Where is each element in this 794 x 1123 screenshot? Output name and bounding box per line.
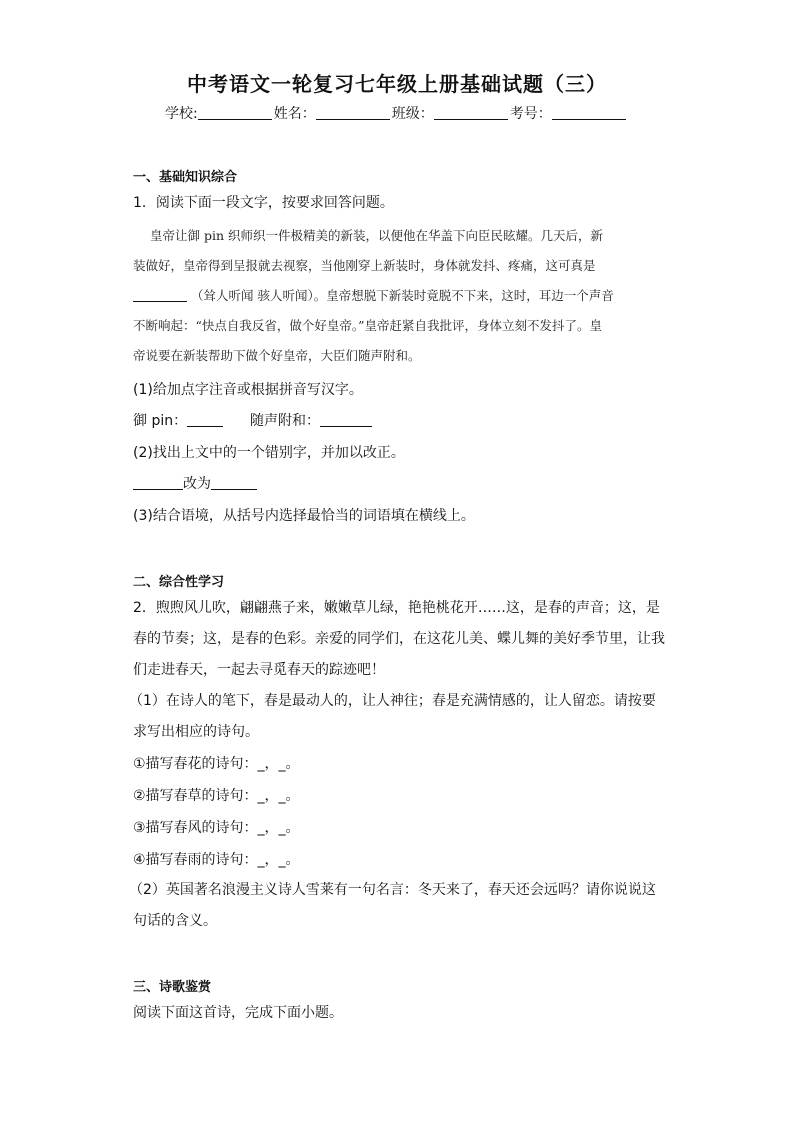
question-2-sub-1-line-2: 求写出相应的诗句。 (133, 724, 259, 740)
sub-1-a-label: 御 pin： (133, 413, 188, 429)
question-2-line-3: 们走进春天，一起去寻觅春天的踪迹吧！ (133, 662, 385, 678)
section-heading-1: 一、基础知识综合 (133, 170, 238, 185)
page-title: 中考语文一轮复习七年级上册基础试题（三） (187, 72, 607, 96)
question-2-line-2: 春的节奏；这，是春的色彩。亲爱的同学们，在这花儿美、蝶儿舞的美好季节里，让我 (133, 631, 665, 647)
passage-line-3-text: （耸人听闻 骇人听闻）。皇帝想脱下新装时竟脱不下来，这时，耳边一个声音 (190, 288, 614, 303)
passage-line-5: 帝说要在新装帮助下做个好皇帝，大臣们随声附和。 (133, 348, 421, 363)
sub-1-b-blank[interactable] (320, 414, 372, 427)
exam-no-label: 考号： (509, 106, 552, 122)
sub-1-b-label: 随声附和： (250, 413, 321, 429)
passage-fill-blank[interactable] (133, 289, 187, 302)
poem-item-flowers: ①描写春花的诗句：_，_。 (133, 756, 300, 772)
passage-line-1: 皇帝让御 pin 织师织一件极精美的新装，以便他在华盖下向臣民眩耀。几天后，新 (150, 228, 603, 243)
poem-item-grass: ②描写春草的诗句：_，_。 (133, 788, 300, 804)
question-1-sub-1: (1)给加点字注音或根据拼音写汉字。 (133, 382, 363, 398)
question-2-sub-2-line-2: 句话的含义。 (133, 913, 217, 929)
correct-char-blank[interactable] (211, 477, 257, 490)
correction-label: 改为 (183, 476, 211, 492)
passage-line-3 (133, 286, 661, 304)
question-1-sub-1-answers (133, 410, 372, 430)
question-2-sub-2-line-1: （2）英国著名浪漫主义诗人雪莱有一句名言：冬天来了，春天还会远吗？请你说说这 (129, 882, 656, 898)
question-2-sub-1-line-1: （1）在诗人的笔下，春是最动人的，让人神往；春是充满情感的，让人留恋。请按要 (129, 693, 656, 709)
passage-line-4: 不断响起：“快点自我反省，做个好皇帝。”皇帝赶紧自我批评，身体立刻不发抖了。皇 (133, 318, 603, 333)
name-label: 姓名： (273, 106, 316, 122)
section-heading-3: 三、诗歌鉴赏 (133, 980, 212, 995)
question-1-sub-2-answer (133, 473, 257, 493)
poem-item-wind: ③描写春风的诗句：_，_。 (133, 820, 300, 836)
question-1-sub-2: (2)找出上文中的一个错别字，并加以改正。 (133, 445, 405, 461)
question-1-sub-3: (3)结合语境，从括号内选择最恰当的词语填在横线上。 (133, 508, 475, 524)
class-blank[interactable] (434, 105, 508, 120)
name-blank[interactable] (316, 105, 390, 120)
school-blank[interactable] (198, 105, 272, 120)
exam-no-blank[interactable] (552, 105, 626, 120)
student-info-row (165, 103, 628, 123)
school-label: 学校: (165, 106, 198, 122)
question-1-prompt: 1．阅读下面一段文字，按要求回答问题。 (133, 195, 394, 211)
question-3-intro: 阅读下面这首诗，完成下面小题。 (133, 1005, 343, 1021)
section-heading-2: 二、综合性学习 (133, 575, 225, 590)
sub-1-a-blank[interactable] (187, 414, 223, 427)
poem-item-rain: ④描写春雨的诗句：_，_。 (133, 852, 300, 868)
class-label: 班级： (391, 106, 434, 122)
question-2-line-1: 2．煦煦风儿吹，翩翩燕子来，嫩嫩草儿绿，艳艳桃花开……这，是春的声音；这，是 (133, 600, 660, 616)
wrong-char-blank[interactable] (133, 477, 183, 490)
passage-line-2: 装做好，皇帝得到呈报就去视察，当他刚穿上新装时，身体就发抖、疼痛，这可真是 (133, 258, 596, 273)
